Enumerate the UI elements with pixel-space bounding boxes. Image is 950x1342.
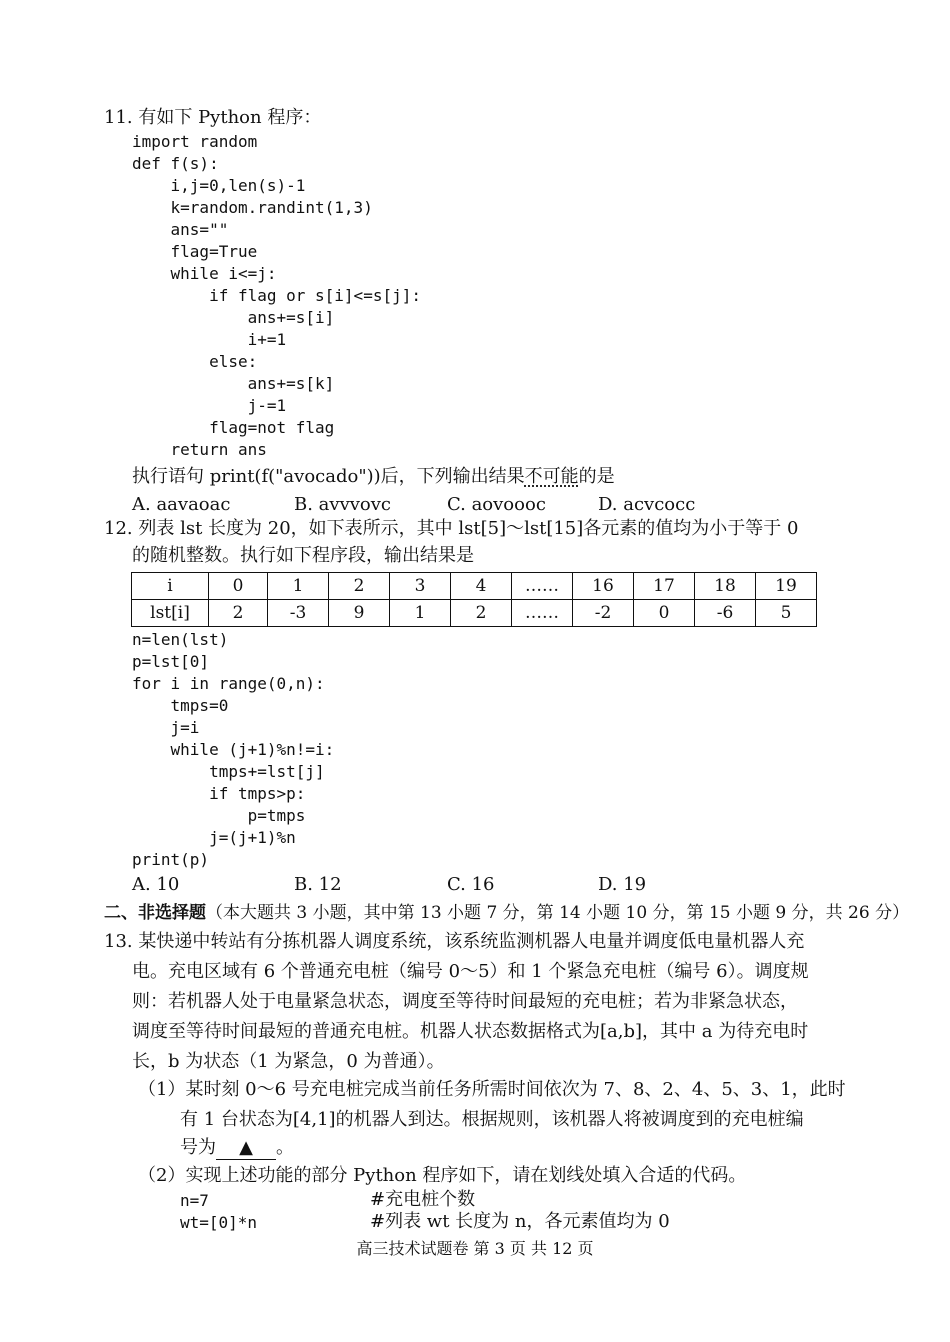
code-line: p=tmps <box>132 806 306 825</box>
q13-code-line: n=7 <box>180 1191 209 1210</box>
code-line: while (j+1)%n!=i: <box>132 740 335 759</box>
q13-sub1-line: 有 1 台状态为[4,1]的机器人到达。根据规则，该机器人将被调度到的充电桩编 <box>180 1109 804 1130</box>
code-line: flag=True <box>132 242 258 261</box>
q13-line: 电。充电区域有 6 个普通充电桩（编号 0～5）和 1 个紧急充电桩（编号 6）。调度规 <box>132 961 809 982</box>
code-line: i,j=0,len(s)-1 <box>132 176 306 195</box>
q13-code-line: wt=[0]*n <box>180 1213 258 1232</box>
table-cell: …… <box>512 573 573 600</box>
q11-question <box>132 466 615 488</box>
code-line: while i<=j: <box>132 264 277 283</box>
table-cell: 5 <box>756 600 817 627</box>
code-line: i+=1 <box>132 330 287 349</box>
q13-line: 调度至等待时间最短的普通充电桩。机器人状态数据格式为[a,b]，其中 a 为待充电时 <box>132 1021 809 1042</box>
code-line: def f(s): <box>132 154 219 173</box>
q12-option-c: C. 16 <box>447 874 495 895</box>
q13-code-comment: #列表 wt 长度为 n，各元素值均为 0 <box>370 1211 670 1232</box>
q11-question-pre: 执行语句 print(f("avocado"))后，下列输出结果 <box>132 466 525 487</box>
q13-code-comment: #充电桩个数 <box>370 1189 476 1210</box>
q13-sub1-answer <box>180 1137 294 1160</box>
code-line: if tmps>p: <box>132 784 306 803</box>
q13-sub2: （2）实现上述功能的部分 Python 程序如下，请在划线处填入合适的代码。 <box>138 1165 747 1186</box>
answer-blank[interactable]: ▲ <box>216 1137 276 1160</box>
table-cell: 2 <box>451 600 512 627</box>
table-row-index <box>132 573 817 600</box>
table-cell: 19 <box>756 573 817 600</box>
table-cell: 9 <box>329 600 390 627</box>
code-line: tmps=0 <box>132 696 229 715</box>
q13-line: 长，b 为状态（1 为紧急，0 为普通）。 <box>132 1051 445 1072</box>
code-line: j=(j+1)%n <box>132 828 296 847</box>
q13-sub1-prefix: 号为 <box>180 1137 216 1158</box>
table-cell: 3 <box>390 573 451 600</box>
table-cell: …… <box>512 600 573 627</box>
table-row-value <box>132 600 817 627</box>
table-cell: lst[i] <box>132 600 209 627</box>
code-line: k=random.randint(1,3) <box>132 198 373 217</box>
code-line: if flag or s[i]<=s[j]: <box>132 286 421 305</box>
code-line: n=len(lst) <box>132 630 229 649</box>
code-line: import random <box>132 132 258 151</box>
q11-question-post: 的是 <box>578 466 615 487</box>
code-line: print(p) <box>132 850 210 869</box>
q11-header: 11. 有如下 Python 程序： <box>104 107 322 128</box>
table-cell: i <box>132 573 209 600</box>
table-cell: -2 <box>573 600 634 627</box>
table-cell: 2 <box>329 573 390 600</box>
code-line: j=i <box>132 718 200 737</box>
table-cell: 1 <box>390 600 451 627</box>
table-cell: 1 <box>268 573 329 600</box>
q12-line-1: 12. 列表 lst 长度为 20，如下表所示，其中 lst[5]～lst[15]各元素的值均为小于等于 0 <box>104 518 799 539</box>
q13-line: 则：若机器人处于电量紧急状态，调度至等待时间最短的充电桩；若为非紧急状态， <box>132 991 798 1012</box>
code-line: ans+=s[k] <box>132 374 335 393</box>
q13-sub1-line: （1）某时刻 0～6 号充电桩完成当前任务所需时间依次为 7、8、2、4、5、3、1，此时 <box>138 1079 846 1100</box>
q11-option-a: A. aavaoac <box>132 494 231 515</box>
q11-question-emphasis: 不可能 <box>524 466 579 487</box>
q12-option-b: B. 12 <box>294 874 342 895</box>
table-cell: 0 <box>634 600 695 627</box>
code-line: p=lst[0] <box>132 652 210 671</box>
code-line: ans+=s[i] <box>132 308 335 327</box>
q11-option-b: B. avvvovc <box>294 494 391 515</box>
q13-sub1-suffix: 。 <box>276 1137 294 1158</box>
table-cell: -3 <box>268 600 329 627</box>
table-cell: 2 <box>209 600 268 627</box>
q11-option-d: D. acvcocc <box>598 494 696 515</box>
code-line: ans="" <box>132 220 229 239</box>
table-cell: 17 <box>634 573 695 600</box>
q11-option-c: C. aovoooc <box>447 494 546 515</box>
table-cell: 0 <box>209 573 268 600</box>
q12-line-2: 的随机整数。执行如下程序段，输出结果是 <box>132 545 474 566</box>
table-cell: 4 <box>451 573 512 600</box>
q12-option-a: A. 10 <box>132 874 180 895</box>
section-2-note: （本大题共 3 小题，其中第 13 小题 7 分，第 14 小题 10 分，第 15 小题 9 分，共 26 分） <box>206 903 910 923</box>
page-footer: 高三技术试题卷 第 3 页 共 12 页 <box>356 1239 594 1258</box>
table-cell: 18 <box>695 573 756 600</box>
code-line: tmps+=lst[j] <box>132 762 325 781</box>
table-cell: 16 <box>573 573 634 600</box>
section-2-title: 二、非选择题 <box>104 903 206 923</box>
code-line: flag=not flag <box>132 418 335 437</box>
q12-option-d: D. 19 <box>598 874 647 895</box>
lst-table <box>131 572 817 627</box>
q13-line: 13. 某快递中转站有分拣机器人调度系统，该系统监测机器人电量并调度低电量机器人充 <box>104 931 805 952</box>
section-2-heading <box>104 902 909 924</box>
code-line: for i in range(0,n): <box>132 674 325 693</box>
code-line: return ans <box>132 440 267 459</box>
code-line: j-=1 <box>132 396 287 415</box>
table-cell: -6 <box>695 600 756 627</box>
code-line: else: <box>132 352 258 371</box>
